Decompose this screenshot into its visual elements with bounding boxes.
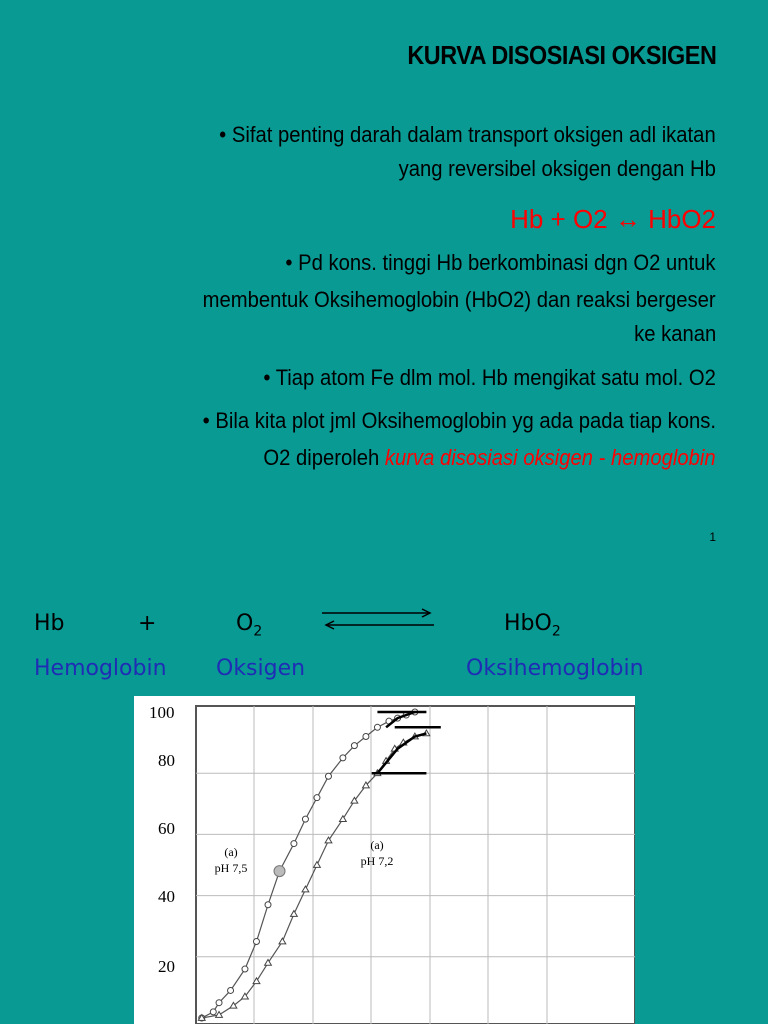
data-point [314,862,321,868]
annotation-ph75 [206,844,256,876]
reaction-o2-sub: 2 [253,623,263,640]
reaction-hbo2 [504,611,561,639]
name-oksihemoglobin: Oksihemoglobin [466,656,644,681]
data-point [216,1000,222,1006]
name-oksigen: Oksigen [216,656,306,681]
highlight-segment [377,733,426,773]
y-tick-label: 60 [158,819,175,838]
reaction-hbo2-base: HbO [504,611,552,636]
dissociation-chart [134,696,635,1024]
data-point [339,816,346,822]
reaction-equation: Hb + O2 ↔ HbO2 [510,204,716,234]
annotation-ph75-tag: (a) [224,845,238,859]
data-point [291,911,298,917]
reaction-o2-base: O [236,611,254,636]
y-tick-label: 40 [158,887,175,906]
data-point [253,939,259,945]
y-tick-label: 20 [158,957,175,976]
data-point [228,987,234,993]
reaction-plus: + [138,611,157,636]
reaction-hbo2-sub: 2 [551,623,561,640]
data-point [314,795,320,801]
annotation-ph72-label: pH 7,2 [360,854,394,868]
bullet-2-line-1: • Pd kons. tinggi Hb berkombinasi dgn O2 untuk [285,250,716,275]
reaction-o2 [236,611,262,639]
y-tick-label: 100 [149,703,175,722]
annotation-ph75-label: pH 7,5 [214,861,248,875]
name-hemoglobin: Hemoglobin [34,656,167,681]
bullet-2-line-3: ke kanan [633,321,716,346]
slide-title: KURVA DISOSIASI OKSIGEN [406,40,716,70]
annotation-ph72-tag: (a) [370,838,384,852]
data-point [242,966,248,972]
equilibrium-arrows-icon [318,606,438,632]
reaction-hb: Hb [34,611,65,636]
data-point [279,938,286,944]
bullet-3: • Tiap atom Fe dlm mol. Hb mengikat satu mol. O2 [263,365,716,390]
bullet-4-line-1: • Bila kita plot jml Oksihemoglobin yg ada pada tiap kons. [202,408,716,433]
plot-frame [196,706,635,1024]
bullet-4-line-2 [264,441,716,475]
y-tick-label: 80 [158,751,175,770]
data-point [302,816,308,822]
data-point [265,902,271,908]
bullet-2-line-2: membentuk Oksihemoglobin (HbO2) dan reaksi bergeser [202,287,716,312]
data-point [210,1009,216,1015]
bullet-4-highlight: kurva disosiasi oksigen - hemoglobin [385,445,716,470]
data-point [363,733,369,739]
data-point [351,743,357,749]
annotation-ph72 [352,837,402,869]
bullet-1-line-2: yang reversibel oksigen dengan Hb [398,156,716,181]
data-point [340,755,346,761]
data-point [291,841,297,847]
data-point [374,724,380,730]
data-point [325,773,331,779]
highlight-point [274,866,285,877]
data-point [302,886,309,892]
bullet-4-prefix: O2 diperoleh [263,445,386,470]
page-number: 1 [709,530,716,544]
bullet-1-line-1: • Sifat penting darah dalam transport oksigen adl ikatan [219,122,716,147]
